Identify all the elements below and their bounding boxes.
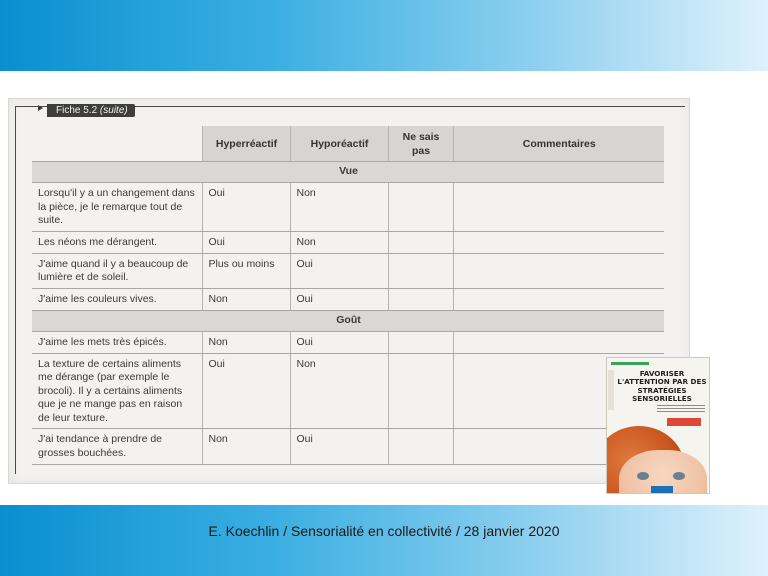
comments-cell: [453, 253, 664, 288]
hyper-cell: Non: [202, 288, 290, 310]
book-title: FAVORISER L'ATTENTION PAR DES STRATÉGIES SENSORIELLES: [617, 369, 707, 404]
book-illustration-eye: [673, 472, 685, 480]
statement-cell: J'aime les mets très épicés.: [32, 331, 202, 353]
comments-cell: [453, 183, 664, 232]
questionnaire-table: [32, 126, 664, 465]
statement-cell: J'ai tendance à prendre de grosses bouchées.: [32, 429, 202, 465]
section-title: Goût: [32, 310, 664, 331]
table-row: [32, 288, 664, 310]
book-illustration-eye: [637, 472, 649, 480]
hyper-cell: Non: [202, 331, 290, 353]
hypo-cell: Oui: [290, 429, 388, 465]
hyper-cell: Oui: [202, 353, 290, 429]
unsure-cell: [388, 353, 453, 429]
unsure-cell: [388, 288, 453, 310]
table-header-row: [32, 126, 664, 162]
hyper-cell: Plus ou moins: [202, 253, 290, 288]
unsure-cell: [388, 331, 453, 353]
statement-cell: Lorsqu'il y a un changement dans la pièce, je le remarque tout de suite.: [32, 183, 202, 232]
table-row: [32, 353, 664, 429]
book-subtitle-lines: [657, 405, 705, 413]
table-row: [32, 253, 664, 288]
statement-cell: La texture de certains aliments me dérange (par exemple le brocoli). Il y a certains aliments que je ne mange pas en raison de leur texture.: [32, 353, 202, 429]
section-row-vue: [32, 162, 664, 183]
header-ne-sais-pas: Ne sais pas: [388, 126, 453, 162]
comments-cell: [453, 288, 664, 310]
hypo-cell: Oui: [290, 288, 388, 310]
table-row: [32, 183, 664, 232]
hyper-cell: Non: [202, 429, 290, 465]
book-collection-tag: [611, 362, 649, 365]
header-hyporeactif: Hyporéactif: [290, 126, 388, 162]
hyper-cell: Oui: [202, 231, 290, 253]
unsure-cell: [388, 429, 453, 465]
header-blank: [32, 126, 202, 162]
fiche-label-text: Fiche 5.2: [56, 105, 98, 116]
hypo-cell: Oui: [290, 253, 388, 288]
slide-header-band: [0, 0, 768, 71]
table-row: [32, 331, 664, 353]
fiche-label: [47, 104, 135, 117]
fiche-label-suffix: (suite): [99, 105, 128, 116]
publisher-logo: [651, 486, 673, 493]
header-hyperreactif: Hyperréactif: [202, 126, 290, 162]
book-badge: [667, 418, 701, 426]
book-cover: [606, 357, 710, 494]
arrow-icon: [38, 105, 44, 111]
header-commentaires: Commentaires: [453, 126, 664, 162]
hypo-cell: Non: [290, 231, 388, 253]
unsure-cell: [388, 231, 453, 253]
table-row: [32, 429, 664, 465]
hyper-cell: Oui: [202, 183, 290, 232]
hypo-cell: Non: [290, 353, 388, 429]
slide-footer-text: E. Koechlin / Sensorialité en collectivité / 28 janvier 2020: [208, 523, 560, 539]
book-spine: [608, 370, 614, 410]
section-title: Vue: [32, 162, 664, 183]
statement-cell: Les néons me dérangent.: [32, 231, 202, 253]
hypo-cell: Non: [290, 183, 388, 232]
statement-cell: J'aime quand il y a beaucoup de lumière et de soleil.: [32, 253, 202, 288]
slide-footer-band: [0, 505, 768, 576]
unsure-cell: [388, 183, 453, 232]
statement-cell: J'aime les couleurs vives.: [32, 288, 202, 310]
hypo-cell: Oui: [290, 331, 388, 353]
table-row: [32, 231, 664, 253]
comments-cell: [453, 231, 664, 253]
comments-cell: [453, 331, 664, 353]
section-row-gout: [32, 310, 664, 331]
unsure-cell: [388, 253, 453, 288]
